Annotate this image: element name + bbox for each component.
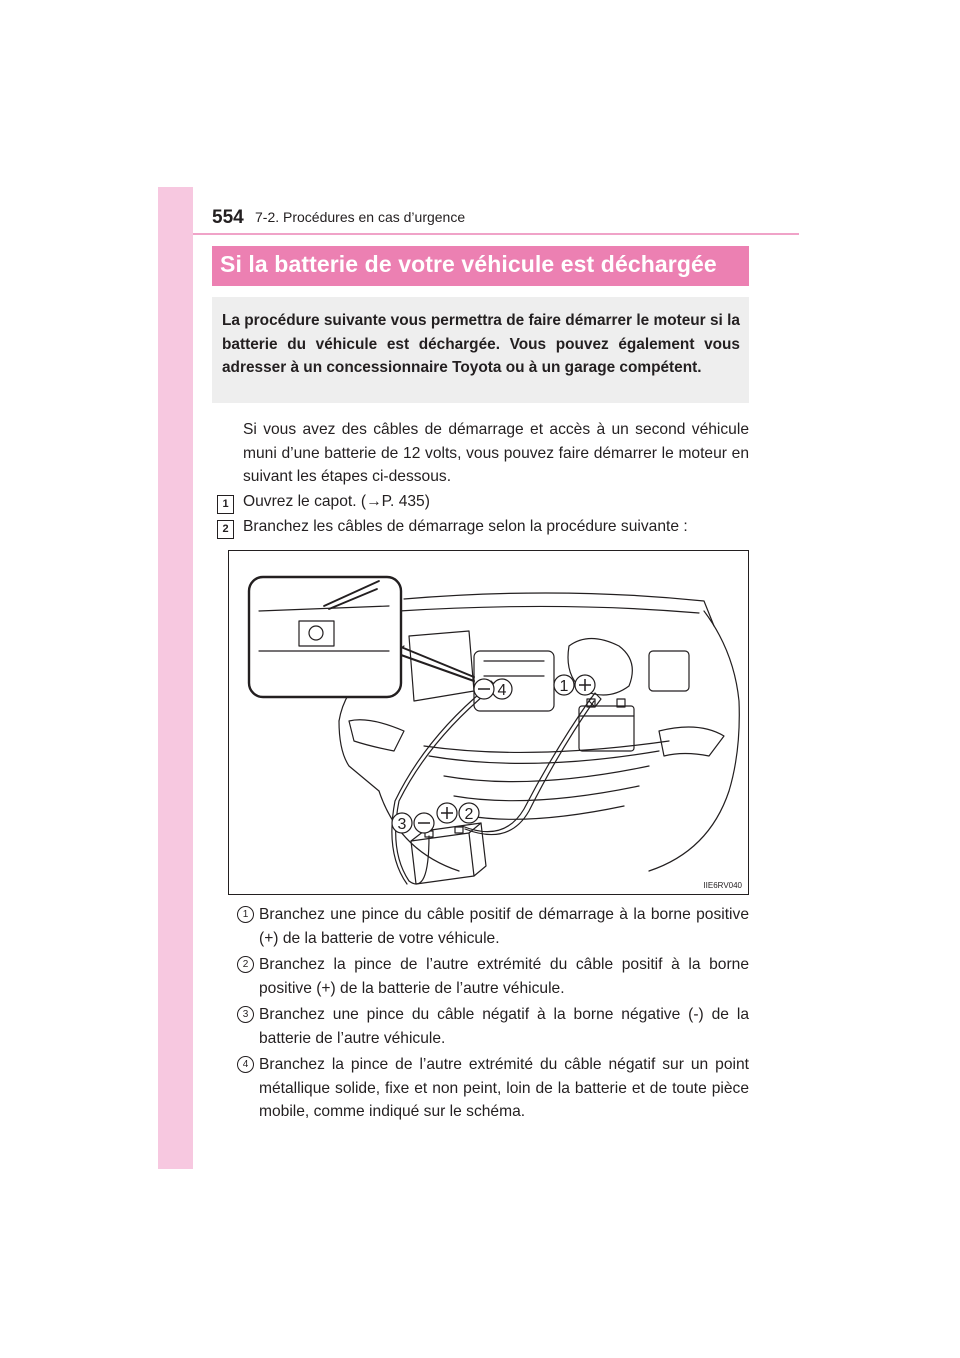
callout-label-4 bbox=[492, 679, 512, 699]
intro-box bbox=[212, 297, 749, 403]
svg-text:4: 4 bbox=[497, 682, 507, 699]
step-text: Ouvrez le capot. (→P. 435) bbox=[243, 493, 430, 510]
section-title: Si la batterie de votre véhicule est déchargée bbox=[220, 251, 717, 277]
substep-text: Branchez la pince de l’autre extrémité du câble négatif sur un point métallique solide, fixe et non peint, loin de la batterie et de toute pièce mobile, comme indiqué sur le schéma. bbox=[259, 1056, 749, 1120]
booster-battery bbox=[411, 833, 474, 884]
body-paragraph: Si vous avez des câbles de démarrage et accès à un second véhicule muni d’une batterie de 12 volts, vous pouvez faire démarrer le moteur en suivant les étapes ci-dessous. bbox=[243, 421, 749, 485]
jump-start-illustration bbox=[228, 550, 749, 895]
substep-text: Branchez la pince de l’autre extrémité du câble positif à la borne positive (+) de la batterie de l’autre véhicule. bbox=[259, 956, 749, 997]
hood-edge bbox=[404, 593, 714, 626]
chapter-title: 7-2. Procédures en cas d’urgence bbox=[255, 209, 466, 225]
substep-number: 1 bbox=[237, 906, 254, 923]
substep-number: 4 bbox=[237, 1056, 254, 1073]
step-number: 1 bbox=[217, 495, 234, 514]
svg-text:2: 2 bbox=[464, 806, 474, 823]
step-text: Branchez les câbles de démarrage selon la procédure suivante : bbox=[243, 518, 688, 535]
callout-label-3 bbox=[392, 813, 412, 833]
negative-cable bbox=[396, 691, 489, 884]
substep-number: 3 bbox=[237, 1006, 254, 1023]
step-number: 2 bbox=[217, 520, 234, 539]
step-2 bbox=[217, 518, 757, 542]
chapter-sidebar-tab bbox=[158, 187, 193, 1169]
substep-text: Branchez une pince du câble négatif à la borne négative (-) de la batterie de l’autre véhicule. bbox=[259, 1006, 749, 1047]
substep-text: Branchez une pince du câble positif de démarrage à la borne positive (+) de la batterie de votre véhicule. bbox=[259, 906, 749, 947]
plus-sign-2 bbox=[437, 803, 457, 823]
step-1 bbox=[217, 493, 757, 517]
zoom-callout bbox=[249, 577, 401, 697]
svg-text:1: 1 bbox=[559, 678, 569, 695]
header-rule bbox=[193, 233, 799, 235]
callout-label-1 bbox=[554, 675, 574, 695]
engine-bay-drawing bbox=[229, 551, 748, 894]
page-number: 554 bbox=[212, 207, 244, 228]
callout-label-2 bbox=[459, 803, 479, 823]
intro-text: La procédure suivante vous permettra de faire démarrer le moteur si la batterie du véhicule est déchargée. Vous pouvez également vous adresser à un concessionnaire Toyota ou à un garage compétent. bbox=[222, 312, 740, 376]
substep-number: 2 bbox=[237, 956, 254, 973]
minus-sign-1 bbox=[474, 679, 494, 699]
minus-sign-2 bbox=[414, 813, 434, 833]
svg-text:3: 3 bbox=[397, 816, 407, 833]
vehicle-battery bbox=[579, 706, 634, 751]
plus-sign-1 bbox=[575, 675, 595, 695]
section-banner bbox=[212, 246, 749, 286]
figure-code: IIE6RV040 bbox=[703, 881, 742, 890]
